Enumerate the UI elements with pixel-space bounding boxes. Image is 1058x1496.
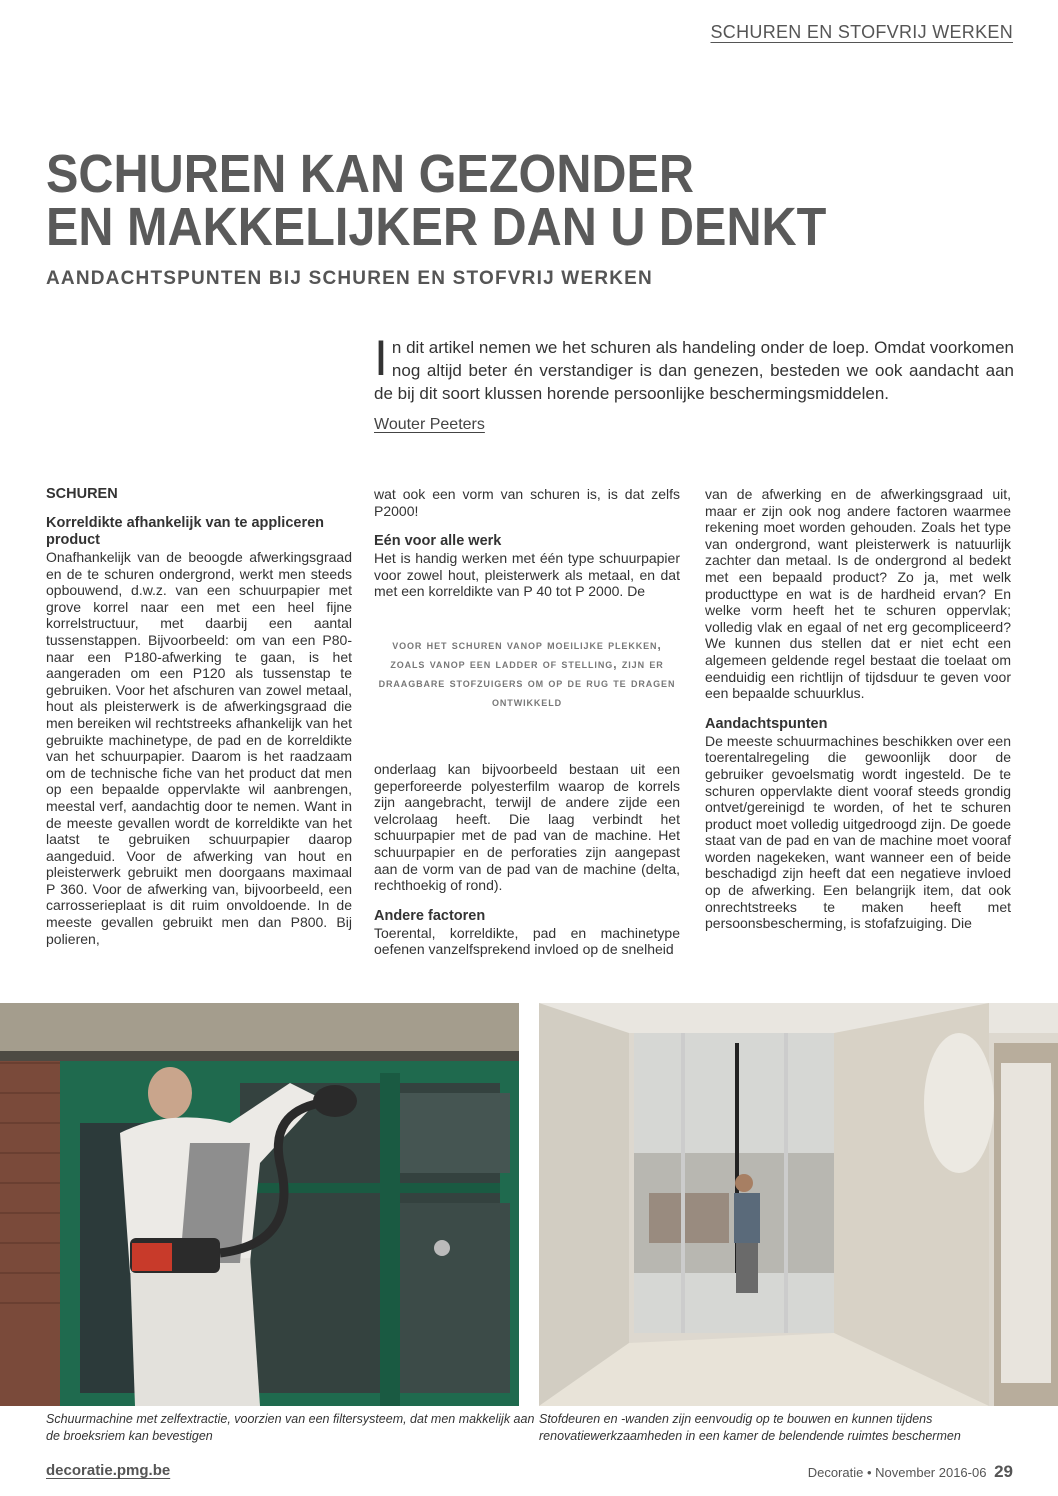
author-link[interactable]: Wouter Peeters	[374, 416, 485, 433]
photo-dust-wall	[539, 1003, 1058, 1406]
column-2-bottom	[374, 761, 680, 958]
subheading-korreldikte: Korreldikte afhankelijk van te appliceren product	[46, 515, 325, 548]
column-2-text-2: Het is handig werken met één type schuurpapier voor zowel hout, pleisterwerk als metaal, en dat met een korreldikte van P 40 tot P 2000. De	[374, 550, 680, 600]
column-2-text-4: Toerental, korreldikte, pad en machinetype oefenen vanzelfsprekend invloed op de snelheid	[374, 924, 680, 958]
column-1-text: Onafhankelijk van de beoogde afwerkingsgraad en de te schuren ondergrond, werkt men steeds opbouwend, d.w.z. van een schuurpapier met grove korrel naar een met een heel fijne korrelstructuur, met daarbij een aantal tussenstappen. Bijvoorbeeld: om van een P80- naar een P180-afwerking te gaan, is het aangeraden om een P120 als tussenstap te gebruiken. Voor het afschuren van zowel metaal, hout als pleisterwerk is de afwerkingsgraad die men bereiken wil rechtstreeks afhankelijk van het gebruikte machinetype, de pad en de korreldikte van het schuurpapier. Daarom is het raadzaam om de technische fiche van het product dat men op een bepaalde oppervlakte wil aanbrengen, meestal verf, aandachtig door te nemen. Want in de meeste gevallen wordt de korreldikte van het laatst te gebruiken schuurpapier daarop aangeduid. Voor de afwerking van hout en pleisterwerk gebruikt men doorgaans maximaal P 360. Voor de afwerking van, bijvoorbeeld, een carrosserieplaat is dit ruim onvoldoende. In de meeste gevallen gebruikt men dan P800. Bij polieren,	[46, 549, 352, 947]
drop-cap: I	[374, 330, 388, 386]
column-3-text-1: van de afwerking en de afwerkingsgraad uit, maar er zijn ook nog andere factoren waarmee rekening moet worden gehouden. Zoals het type van ondergrond, want pleisterwerk is natuurlijk zachter dan metaal. Is de ondergrond al bedekt met een bepaald product? Zo ja, met welk producttype en wat is de hardheid ervan? En welke vorm heeft het te schuren oppervlak; volledig vlak en egaal of net erg gecompliceerd? We kunnen dus stellen dat er niet echt een algemeen geldende regel bestaat die toelaat om eenduidig een richtlijn of tijdsduur te geven voor een bepaalde schuurklus.	[705, 486, 1011, 702]
section-heading-schuren: SCHUREN	[46, 486, 118, 502]
subheading-aandachtspunten: Aandachtspunten	[705, 715, 828, 732]
caption-photo-2: Stofdeuren en -wanden zijn eenvoudig op te bouwen en kunnen tijdens renovatiewerkzaamheden in een kamer de belendende ruimtes beschermen	[539, 1412, 961, 1443]
pull-quote: voor het schuren vanop moeilijke plekken, zoals vanop een ladder of stelling, zijn er draagbare stofzuigers om op de rug te dragen ontwikkeld	[378, 638, 676, 709]
headline-line-2: EN MAKKELIJKER DAN U DENKT	[46, 197, 827, 257]
column-2-top	[374, 486, 680, 600]
column-2-text-3: onderlaag kan bijvoorbeeld bestaan uit een geperforeerde polyesterfilm waarop de korrels zijn aangebracht, terwijl de andere zijde een velcrolaag heeft. Die laag verbindt het schuurpapier met de pad van de machine. Het schuurpapier en de perforaties zijn aangepast aan de vorm van de pad van de machine (delta, rechthoekig of rond).	[374, 761, 680, 894]
caption-photo-1: Schuurmachine met zelfextractie, voorzien van een filtersysteem, dat men makkelijk aan de broeksriem kan bevestigen	[46, 1412, 535, 1443]
magazine-name: Decoratie	[807, 1465, 864, 1480]
subtitle: AANDACHTSPUNTEN BIJ SCHUREN EN STOFVRIJ WERKEN	[46, 268, 653, 289]
page-number: 29	[994, 1462, 1013, 1481]
column-1	[46, 486, 352, 947]
footer-bullet: •	[866, 1465, 872, 1480]
lead-paragraph	[374, 330, 1014, 405]
subheading-een-voor-alle-werk: Eén voor alle werk	[374, 533, 502, 550]
page-footer	[808, 1462, 1013, 1482]
column-3-text-2: De meeste schuurmachines beschikken over een toerentalregeling die gewoonlijk door de gebruiker gevoelsmatig wordt ingesteld. De te schuren oppervlakte dient vooraf steeds grondig ontvet/gereinigd te worden, of het te schuren product moet volledig uitgedroogd zijn. De goede staat van de pad en van de machine moet vooraf worden nagekeken, want wanneer een of beide beschadigd zijn heeft dat een negatieve invloed op de afwerking. Een belangrijk item, dat ook onrechtstreeks te maken heeft met persoonsbescherming, is stofafzuiging. Die	[705, 732, 1011, 932]
photo-sanding-machine	[0, 1003, 519, 1406]
column-2-text-1: wat ook een vorm van schuren is, is dat zelfs P2000!	[374, 486, 680, 519]
issue-date: November 2016-06	[875, 1465, 987, 1480]
section-label: SCHUREN EN STOFVRIJ WERKEN	[710, 22, 1013, 42]
column-3	[705, 486, 1011, 932]
headline	[46, 144, 856, 257]
lead-text: n dit artikel nemen we het schuren als handeling onder de loep. Omdat voorkomen nog altijd beter én verstandiger is dan genezen, besteden we ook aandacht aan de bij dit soort klussen horende persoonlijke beschermingsmiddelen.	[374, 338, 1014, 403]
website-link[interactable]: decoratie.pmg.be	[46, 1462, 171, 1479]
subheading-andere-factoren: Andere factoren	[374, 907, 486, 924]
headline-line-1: SCHUREN KAN GEZONDER	[46, 144, 695, 204]
